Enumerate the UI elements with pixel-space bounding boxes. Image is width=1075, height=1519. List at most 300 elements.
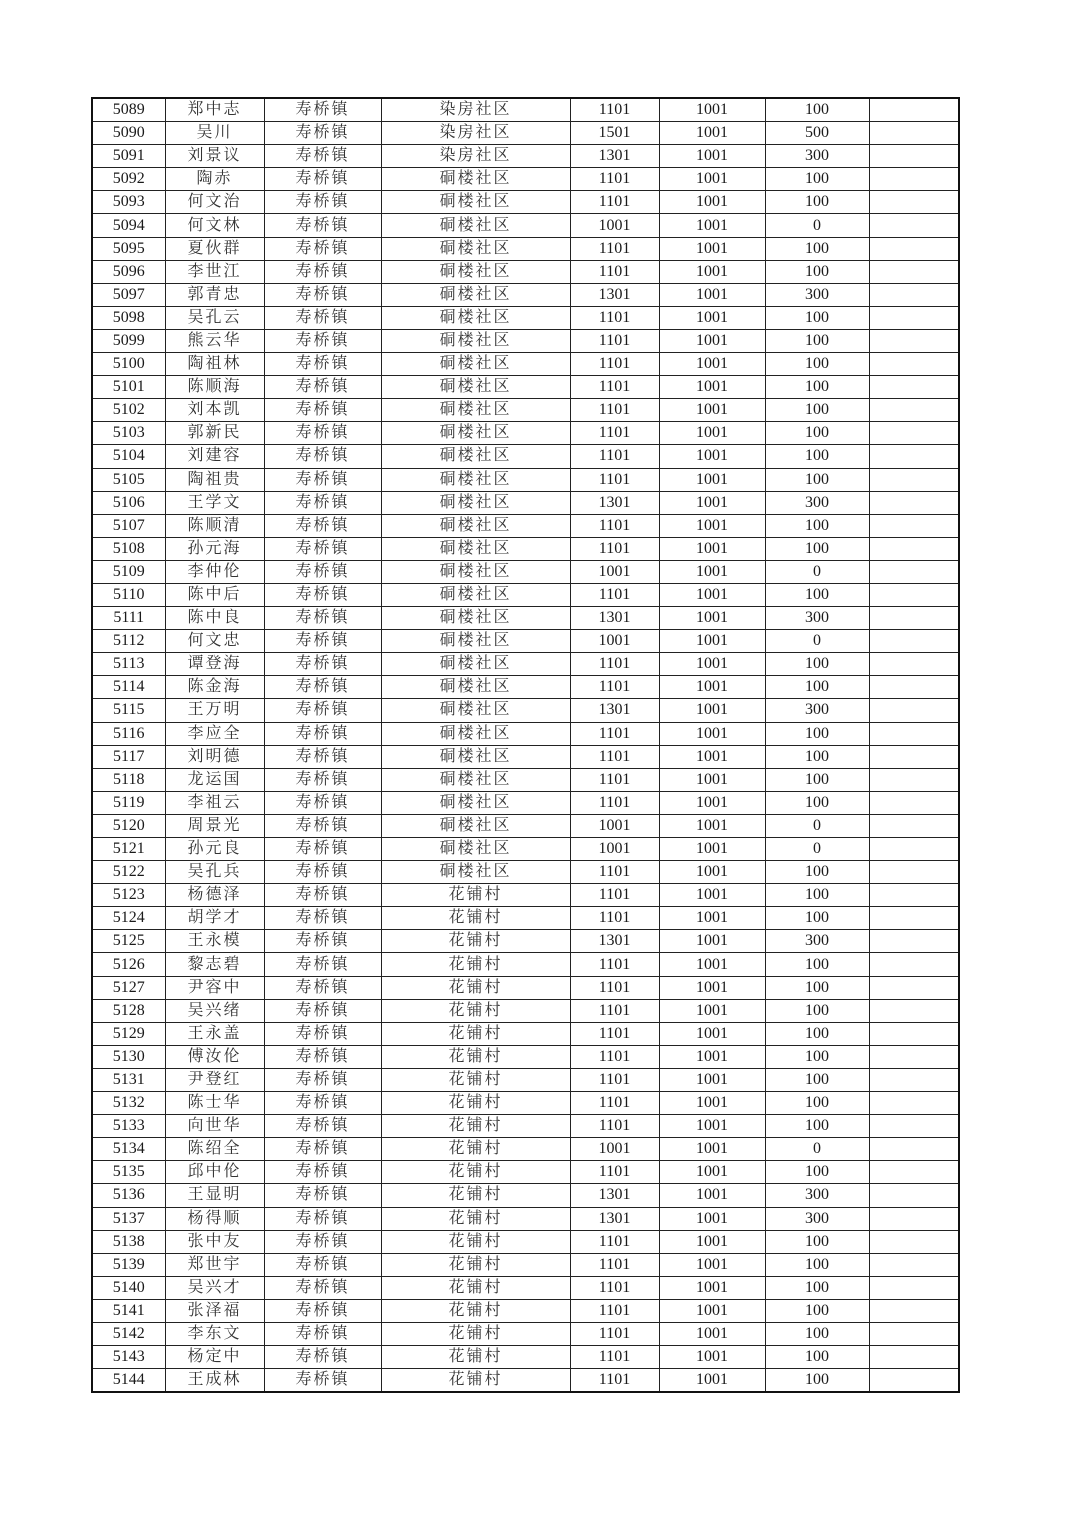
town-cell: 寿桥镇 xyxy=(264,329,381,352)
code-a-cell: 1101 xyxy=(570,1369,659,1393)
code-a-cell: 1101 xyxy=(570,168,659,191)
name-cell: 谭登海 xyxy=(165,653,264,676)
village-cell: 花铺村 xyxy=(381,1045,570,1068)
village-cell: 硐楼社区 xyxy=(381,607,570,630)
code-b-cell: 1001 xyxy=(659,768,765,791)
village-cell: 花铺村 xyxy=(381,1184,570,1207)
code-a-cell: 1301 xyxy=(570,283,659,306)
table-row xyxy=(92,445,959,468)
table-row xyxy=(92,329,959,352)
amount-cell: 100 xyxy=(765,445,869,468)
code-b-cell: 1001 xyxy=(659,1022,765,1045)
row-id-cell: 5122 xyxy=(92,861,165,884)
amount-cell: 0 xyxy=(765,214,869,237)
town-cell: 寿桥镇 xyxy=(264,1299,381,1322)
amount-cell: 100 xyxy=(765,676,869,699)
amount-cell: 100 xyxy=(765,583,869,606)
code-a-cell: 1001 xyxy=(570,838,659,861)
remark-cell xyxy=(869,791,959,814)
code-b-cell: 1001 xyxy=(659,514,765,537)
code-a-cell: 1101 xyxy=(570,676,659,699)
remark-cell xyxy=(869,814,959,837)
village-cell: 硐楼社区 xyxy=(381,306,570,329)
town-cell: 寿桥镇 xyxy=(264,884,381,907)
amount-cell: 100 xyxy=(765,1161,869,1184)
table-row xyxy=(92,98,959,122)
town-cell: 寿桥镇 xyxy=(264,1276,381,1299)
code-b-cell: 1001 xyxy=(659,214,765,237)
code-b-cell: 1001 xyxy=(659,884,765,907)
code-a-cell: 1101 xyxy=(570,399,659,422)
remark-cell xyxy=(869,1253,959,1276)
code-b-cell: 1001 xyxy=(659,722,765,745)
amount-cell: 100 xyxy=(765,953,869,976)
name-cell: 李祖云 xyxy=(165,791,264,814)
row-id-cell: 5116 xyxy=(92,722,165,745)
village-cell: 花铺村 xyxy=(381,1299,570,1322)
remark-cell xyxy=(869,930,959,953)
remark-cell xyxy=(869,861,959,884)
village-cell: 染房社区 xyxy=(381,98,570,122)
code-a-cell: 1301 xyxy=(570,1207,659,1230)
code-a-cell: 1101 xyxy=(570,1092,659,1115)
village-cell: 硐楼社区 xyxy=(381,814,570,837)
town-cell: 寿桥镇 xyxy=(264,491,381,514)
name-cell: 周景光 xyxy=(165,814,264,837)
table-row xyxy=(92,1322,959,1345)
name-cell: 尹登红 xyxy=(165,1068,264,1091)
village-cell: 花铺村 xyxy=(381,1276,570,1299)
code-a-cell: 1101 xyxy=(570,1322,659,1345)
town-cell: 寿桥镇 xyxy=(264,653,381,676)
code-a-cell: 1001 xyxy=(570,630,659,653)
row-id-cell: 5140 xyxy=(92,1276,165,1299)
code-a-cell: 1101 xyxy=(570,953,659,976)
remark-cell xyxy=(869,260,959,283)
town-cell: 寿桥镇 xyxy=(264,791,381,814)
name-cell: 刘明德 xyxy=(165,745,264,768)
row-id-cell: 5089 xyxy=(92,98,165,122)
town-cell: 寿桥镇 xyxy=(264,168,381,191)
town-cell: 寿桥镇 xyxy=(264,122,381,145)
code-b-cell: 1001 xyxy=(659,191,765,214)
town-cell: 寿桥镇 xyxy=(264,1022,381,1045)
name-cell: 王永盖 xyxy=(165,1022,264,1045)
town-cell: 寿桥镇 xyxy=(264,1322,381,1345)
code-b-cell: 1001 xyxy=(659,930,765,953)
name-cell: 王学文 xyxy=(165,491,264,514)
code-a-cell: 1101 xyxy=(570,1022,659,1045)
town-cell: 寿桥镇 xyxy=(264,814,381,837)
name-cell: 陈士华 xyxy=(165,1092,264,1115)
village-cell: 花铺村 xyxy=(381,1138,570,1161)
code-b-cell: 1001 xyxy=(659,607,765,630)
town-cell: 寿桥镇 xyxy=(264,145,381,168)
village-cell: 花铺村 xyxy=(381,1322,570,1345)
row-id-cell: 5113 xyxy=(92,653,165,676)
row-id-cell: 5141 xyxy=(92,1299,165,1322)
village-cell: 硐楼社区 xyxy=(381,583,570,606)
code-a-cell: 1101 xyxy=(570,976,659,999)
code-a-cell: 1101 xyxy=(570,745,659,768)
code-b-cell: 1001 xyxy=(659,676,765,699)
row-id-cell: 5117 xyxy=(92,745,165,768)
village-cell: 硐楼社区 xyxy=(381,283,570,306)
row-id-cell: 5112 xyxy=(92,630,165,653)
code-b-cell: 1001 xyxy=(659,976,765,999)
table-row xyxy=(92,791,959,814)
amount-cell: 0 xyxy=(765,814,869,837)
amount-cell: 100 xyxy=(765,999,869,1022)
amount-cell: 100 xyxy=(765,791,869,814)
row-id-cell: 5123 xyxy=(92,884,165,907)
row-id-cell: 5099 xyxy=(92,329,165,352)
name-cell: 吴孔云 xyxy=(165,306,264,329)
code-a-cell: 1101 xyxy=(570,237,659,260)
remark-cell xyxy=(869,768,959,791)
table-row xyxy=(92,537,959,560)
name-cell: 刘建容 xyxy=(165,445,264,468)
name-cell: 陈中良 xyxy=(165,607,264,630)
row-id-cell: 5126 xyxy=(92,953,165,976)
row-id-cell: 5137 xyxy=(92,1207,165,1230)
town-cell: 寿桥镇 xyxy=(264,422,381,445)
village-cell: 硐楼社区 xyxy=(381,491,570,514)
code-b-cell: 1001 xyxy=(659,537,765,560)
amount-cell: 100 xyxy=(765,237,869,260)
table-row xyxy=(92,814,959,837)
name-cell: 张中友 xyxy=(165,1230,264,1253)
village-cell: 硐楼社区 xyxy=(381,422,570,445)
remark-cell xyxy=(869,1022,959,1045)
table-row xyxy=(92,1022,959,1045)
village-cell: 硐楼社区 xyxy=(381,560,570,583)
table-row xyxy=(92,630,959,653)
remark-cell xyxy=(869,1184,959,1207)
code-a-cell: 1101 xyxy=(570,1045,659,1068)
row-id-cell: 5143 xyxy=(92,1346,165,1369)
name-cell: 李仲伦 xyxy=(165,560,264,583)
code-a-cell: 1101 xyxy=(570,514,659,537)
village-cell: 花铺村 xyxy=(381,907,570,930)
remark-cell xyxy=(869,583,959,606)
name-cell: 龙运国 xyxy=(165,768,264,791)
town-cell: 寿桥镇 xyxy=(264,560,381,583)
amount-cell: 100 xyxy=(765,1022,869,1045)
amount-cell: 500 xyxy=(765,122,869,145)
town-cell: 寿桥镇 xyxy=(264,930,381,953)
table-row xyxy=(92,1207,959,1230)
village-cell: 花铺村 xyxy=(381,1207,570,1230)
town-cell: 寿桥镇 xyxy=(264,1207,381,1230)
row-id-cell: 5124 xyxy=(92,907,165,930)
town-cell: 寿桥镇 xyxy=(264,676,381,699)
code-a-cell: 1001 xyxy=(570,1138,659,1161)
town-cell: 寿桥镇 xyxy=(264,907,381,930)
code-b-cell: 1001 xyxy=(659,399,765,422)
name-cell: 陈顺海 xyxy=(165,376,264,399)
row-id-cell: 5138 xyxy=(92,1230,165,1253)
code-a-cell: 1101 xyxy=(570,999,659,1022)
table-row xyxy=(92,1161,959,1184)
code-a-cell: 1101 xyxy=(570,1276,659,1299)
table-row xyxy=(92,353,959,376)
village-cell: 硐楼社区 xyxy=(381,699,570,722)
remark-cell xyxy=(869,1276,959,1299)
row-id-cell: 5092 xyxy=(92,168,165,191)
table-row xyxy=(92,861,959,884)
town-cell: 寿桥镇 xyxy=(264,98,381,122)
row-id-cell: 5102 xyxy=(92,399,165,422)
table-row xyxy=(92,514,959,537)
name-cell: 何文治 xyxy=(165,191,264,214)
village-cell: 硐楼社区 xyxy=(381,237,570,260)
code-a-cell: 1101 xyxy=(570,884,659,907)
table-row xyxy=(92,907,959,930)
town-cell: 寿桥镇 xyxy=(264,699,381,722)
code-a-cell: 1301 xyxy=(570,699,659,722)
amount-cell: 100 xyxy=(765,907,869,930)
table-row xyxy=(92,260,959,283)
name-cell: 陈绍全 xyxy=(165,1138,264,1161)
table-row xyxy=(92,283,959,306)
table-row xyxy=(92,191,959,214)
code-b-cell: 1001 xyxy=(659,122,765,145)
code-b-cell: 1001 xyxy=(659,1068,765,1091)
table-row xyxy=(92,237,959,260)
town-cell: 寿桥镇 xyxy=(264,237,381,260)
amount-cell: 100 xyxy=(765,1068,869,1091)
name-cell: 尹容中 xyxy=(165,976,264,999)
town-cell: 寿桥镇 xyxy=(264,1045,381,1068)
town-cell: 寿桥镇 xyxy=(264,861,381,884)
code-a-cell: 1101 xyxy=(570,537,659,560)
table-row xyxy=(92,168,959,191)
village-cell: 花铺村 xyxy=(381,999,570,1022)
town-cell: 寿桥镇 xyxy=(264,1346,381,1369)
amount-cell: 100 xyxy=(765,1230,869,1253)
code-b-cell: 1001 xyxy=(659,630,765,653)
code-b-cell: 1001 xyxy=(659,907,765,930)
row-id-cell: 5121 xyxy=(92,838,165,861)
code-b-cell: 1001 xyxy=(659,1115,765,1138)
row-id-cell: 5103 xyxy=(92,422,165,445)
code-b-cell: 1001 xyxy=(659,1322,765,1345)
remark-cell xyxy=(869,884,959,907)
code-b-cell: 1001 xyxy=(659,1045,765,1068)
name-cell: 陈金海 xyxy=(165,676,264,699)
code-b-cell: 1001 xyxy=(659,953,765,976)
village-cell: 硐楼社区 xyxy=(381,168,570,191)
table-row xyxy=(92,214,959,237)
table-row xyxy=(92,399,959,422)
remark-cell xyxy=(869,1299,959,1322)
town-cell: 寿桥镇 xyxy=(264,1115,381,1138)
code-a-cell: 1101 xyxy=(570,1161,659,1184)
village-cell: 硐楼社区 xyxy=(381,722,570,745)
village-cell: 花铺村 xyxy=(381,953,570,976)
amount-cell: 0 xyxy=(765,560,869,583)
remark-cell xyxy=(869,1369,959,1393)
amount-cell: 100 xyxy=(765,306,869,329)
table-row xyxy=(92,1115,959,1138)
row-id-cell: 5130 xyxy=(92,1045,165,1068)
village-cell: 硐楼社区 xyxy=(381,768,570,791)
table-row xyxy=(92,145,959,168)
row-id-cell: 5094 xyxy=(92,214,165,237)
remark-cell xyxy=(869,1092,959,1115)
code-a-cell: 1101 xyxy=(570,98,659,122)
name-cell: 陶祖贵 xyxy=(165,468,264,491)
remark-cell xyxy=(869,953,959,976)
amount-cell: 300 xyxy=(765,1207,869,1230)
code-a-cell: 1101 xyxy=(570,583,659,606)
row-id-cell: 5115 xyxy=(92,699,165,722)
name-cell: 熊云华 xyxy=(165,329,264,352)
town-cell: 寿桥镇 xyxy=(264,953,381,976)
row-id-cell: 5093 xyxy=(92,191,165,214)
remark-cell xyxy=(869,514,959,537)
table-row xyxy=(92,884,959,907)
code-b-cell: 1001 xyxy=(659,1184,765,1207)
row-id-cell: 5091 xyxy=(92,145,165,168)
remark-cell xyxy=(869,214,959,237)
remark-cell xyxy=(869,468,959,491)
remark-cell xyxy=(869,976,959,999)
code-b-cell: 1001 xyxy=(659,560,765,583)
table-row xyxy=(92,1045,959,1068)
name-cell: 吴孔兵 xyxy=(165,861,264,884)
village-cell: 硐楼社区 xyxy=(381,630,570,653)
town-cell: 寿桥镇 xyxy=(264,1253,381,1276)
row-id-cell: 5131 xyxy=(92,1068,165,1091)
table-row xyxy=(92,1138,959,1161)
name-cell: 傅汝伦 xyxy=(165,1045,264,1068)
row-id-cell: 5134 xyxy=(92,1138,165,1161)
remark-cell xyxy=(869,98,959,122)
amount-cell: 300 xyxy=(765,491,869,514)
village-cell: 硐楼社区 xyxy=(381,791,570,814)
table-row xyxy=(92,1276,959,1299)
table-row xyxy=(92,583,959,606)
amount-cell: 100 xyxy=(765,98,869,122)
code-a-cell: 1101 xyxy=(570,768,659,791)
name-cell: 王成林 xyxy=(165,1369,264,1393)
remark-cell xyxy=(869,537,959,560)
village-cell: 硐楼社区 xyxy=(381,537,570,560)
village-cell: 花铺村 xyxy=(381,1230,570,1253)
code-b-cell: 1001 xyxy=(659,1230,765,1253)
table-row xyxy=(92,1346,959,1369)
data-table xyxy=(91,97,960,1393)
amount-cell: 100 xyxy=(765,353,869,376)
village-cell: 花铺村 xyxy=(381,1369,570,1393)
code-a-cell: 1101 xyxy=(570,329,659,352)
name-cell: 吴川 xyxy=(165,122,264,145)
table-body xyxy=(92,98,959,1392)
code-b-cell: 1001 xyxy=(659,491,765,514)
amount-cell: 100 xyxy=(765,768,869,791)
code-a-cell: 1301 xyxy=(570,1184,659,1207)
amount-cell: 300 xyxy=(765,930,869,953)
code-a-cell: 1301 xyxy=(570,491,659,514)
town-cell: 寿桥镇 xyxy=(264,838,381,861)
row-id-cell: 5090 xyxy=(92,122,165,145)
town-cell: 寿桥镇 xyxy=(264,306,381,329)
amount-cell: 100 xyxy=(765,1346,869,1369)
table-row xyxy=(92,676,959,699)
town-cell: 寿桥镇 xyxy=(264,445,381,468)
row-id-cell: 5114 xyxy=(92,676,165,699)
remark-cell xyxy=(869,399,959,422)
code-b-cell: 1001 xyxy=(659,468,765,491)
row-id-cell: 5111 xyxy=(92,607,165,630)
code-b-cell: 1001 xyxy=(659,1276,765,1299)
town-cell: 寿桥镇 xyxy=(264,191,381,214)
code-a-cell: 1101 xyxy=(570,306,659,329)
amount-cell: 0 xyxy=(765,1138,869,1161)
table-row xyxy=(92,1299,959,1322)
code-b-cell: 1001 xyxy=(659,861,765,884)
row-id-cell: 5110 xyxy=(92,583,165,606)
code-b-cell: 1001 xyxy=(659,1253,765,1276)
name-cell: 张泽福 xyxy=(165,1299,264,1322)
code-b-cell: 1001 xyxy=(659,791,765,814)
village-cell: 花铺村 xyxy=(381,1068,570,1091)
name-cell: 杨定中 xyxy=(165,1346,264,1369)
town-cell: 寿桥镇 xyxy=(264,1369,381,1393)
name-cell: 吴兴绪 xyxy=(165,999,264,1022)
name-cell: 刘本凯 xyxy=(165,399,264,422)
village-cell: 花铺村 xyxy=(381,1115,570,1138)
village-cell: 花铺村 xyxy=(381,1092,570,1115)
amount-cell: 100 xyxy=(765,745,869,768)
code-a-cell: 1101 xyxy=(570,861,659,884)
table-row xyxy=(92,376,959,399)
remark-cell xyxy=(869,1161,959,1184)
code-a-cell: 1301 xyxy=(570,930,659,953)
amount-cell: 100 xyxy=(765,537,869,560)
amount-cell: 100 xyxy=(765,861,869,884)
amount-cell: 0 xyxy=(765,630,869,653)
remark-cell xyxy=(869,999,959,1022)
name-cell: 陈顺清 xyxy=(165,514,264,537)
village-cell: 花铺村 xyxy=(381,976,570,999)
amount-cell: 100 xyxy=(765,1045,869,1068)
row-id-cell: 5096 xyxy=(92,260,165,283)
row-id-cell: 5125 xyxy=(92,930,165,953)
code-a-cell: 1101 xyxy=(570,191,659,214)
village-cell: 硐楼社区 xyxy=(381,445,570,468)
village-cell: 花铺村 xyxy=(381,1022,570,1045)
code-a-cell: 1101 xyxy=(570,1299,659,1322)
table-row xyxy=(92,1092,959,1115)
remark-cell xyxy=(869,283,959,306)
town-cell: 寿桥镇 xyxy=(264,583,381,606)
code-b-cell: 1001 xyxy=(659,376,765,399)
name-cell: 王万明 xyxy=(165,699,264,722)
code-b-cell: 1001 xyxy=(659,422,765,445)
amount-cell: 100 xyxy=(765,884,869,907)
name-cell: 孙元海 xyxy=(165,537,264,560)
code-a-cell: 1301 xyxy=(570,145,659,168)
name-cell: 何文忠 xyxy=(165,630,264,653)
row-id-cell: 5109 xyxy=(92,560,165,583)
code-b-cell: 1001 xyxy=(659,814,765,837)
table-row xyxy=(92,1369,959,1393)
town-cell: 寿桥镇 xyxy=(264,399,381,422)
code-a-cell: 1101 xyxy=(570,1346,659,1369)
